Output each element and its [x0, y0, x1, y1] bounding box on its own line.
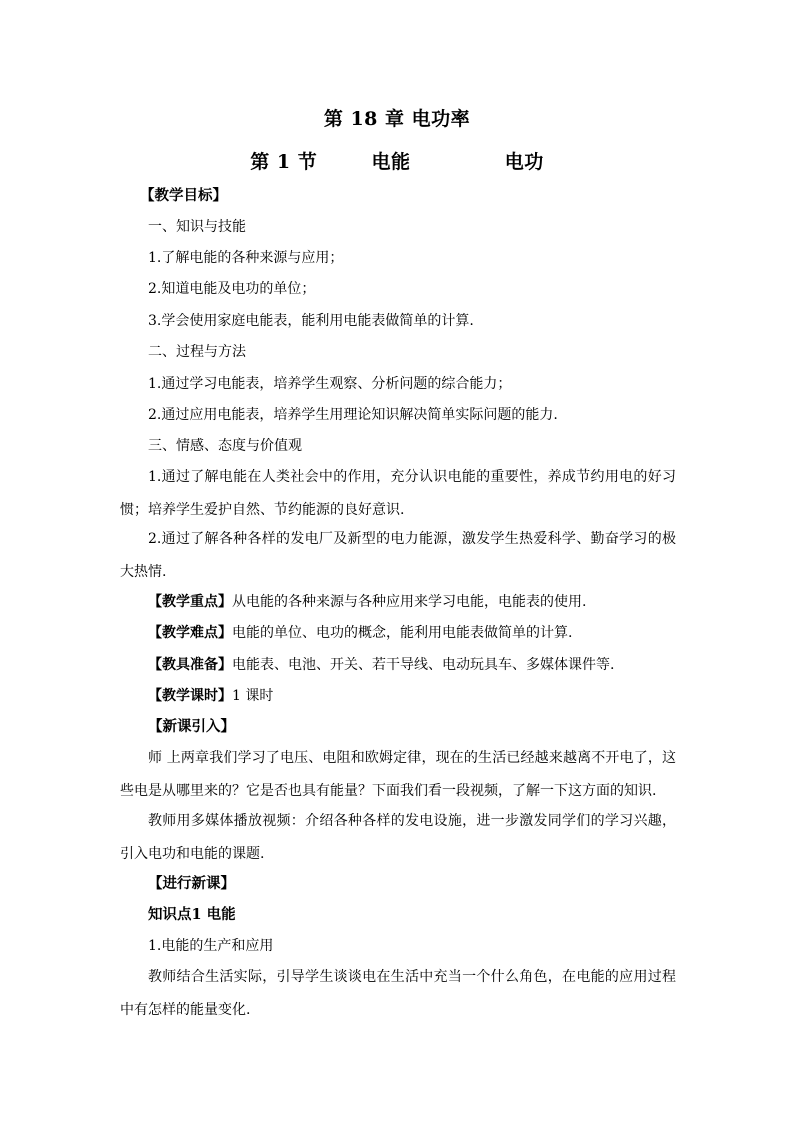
goals-header: 【教学目标】	[140, 187, 227, 204]
chapter-title: 第 18 章 电功率	[323, 108, 471, 130]
section-number: 第 1 节	[250, 151, 318, 173]
materials-label: 【教具准备】	[148, 657, 232, 673]
difficulties-row	[148, 623, 708, 643]
hours-text: 1 课时	[232, 688, 274, 704]
goal1-item-1: 1.了解电能的各种来源与应用；	[148, 250, 344, 266]
materials-text: 电能表、电池、开关、若干导线、电动玩具车、多媒体课件等.	[232, 657, 615, 673]
key-points-row	[148, 592, 708, 612]
goal2-item-2: 2.通过应用电能表，培养学生用理论知识解决简单实际问题的能力.	[148, 407, 558, 423]
section-name-part1: 电能	[371, 151, 411, 173]
difficulties-text: 电能的单位、电功的概念，能利用电能表做简单的计算.	[232, 625, 573, 641]
goal1-item-3: 3.学会使用家庭电能表，能利用电能表做简单的计算.	[148, 313, 474, 329]
intro-header: 【新课引入】	[148, 718, 235, 735]
section-title	[0, 147, 794, 174]
hours-label: 【教学课时】	[148, 688, 232, 704]
new-lesson-header: 【进行新课】	[148, 875, 235, 892]
goal2-item-1: 1.通过学习电能表，培养学生观察、分析问题的综合能力；	[148, 376, 512, 392]
goal3-title: 三、情感、态度与价值观	[148, 438, 302, 454]
key-points-label: 【教学重点】	[148, 594, 232, 610]
materials-row	[148, 655, 708, 675]
knowledge-point-1-subtitle: 1.电能的生产和应用	[148, 938, 274, 954]
section-name-part2: 电功	[504, 151, 544, 173]
hours-row	[148, 686, 708, 706]
difficulties-label: 【教学难点】	[148, 625, 232, 641]
goal2-title: 二、过程与方法	[148, 344, 246, 360]
intro-paragraph-1: 师 上两章我们学习了电压、电阻和欧姆定律，现在的生活已经越来越离不开电了，这些电是从哪里来的？它是否也具有能量？下面我们看一段视频，了解一下这方面的知识.	[120, 750, 676, 799]
goal3-paragraph-1: 1.通过了解电能在人类社会中的作用，充分认识电能的重要性，养成节约用电的好习惯；培养学生爱护自然、节约能源的良好意识.	[120, 469, 676, 518]
intro-paragraph-2: 教师用多媒体播放视频：介绍各种各样的发电设施，进一步激发同学们的学习兴趣，引入电功和电能的课题.	[120, 813, 676, 862]
goal1-title: 一、知识与技能	[148, 219, 246, 235]
key-points-text: 从电能的各种来源与各种应用来学习电能，电能表的使用.	[232, 594, 587, 610]
knowledge-point-1-paragraph: 教师结合生活实际，引导学生谈谈电在生活中充当一个什么角色，在电能的应用过程中有怎样的能量变化.	[120, 969, 676, 1018]
goal3-paragraph-2: 2.通过了解各种各样的发电厂及新型的电力能源，激发学生热爱科学、勤奋学习的极大热情.	[120, 531, 676, 580]
knowledge-point-1-title: 知识点1 电能	[148, 906, 236, 923]
goal1-item-2: 2.知道电能及电功的单位；	[148, 281, 316, 297]
